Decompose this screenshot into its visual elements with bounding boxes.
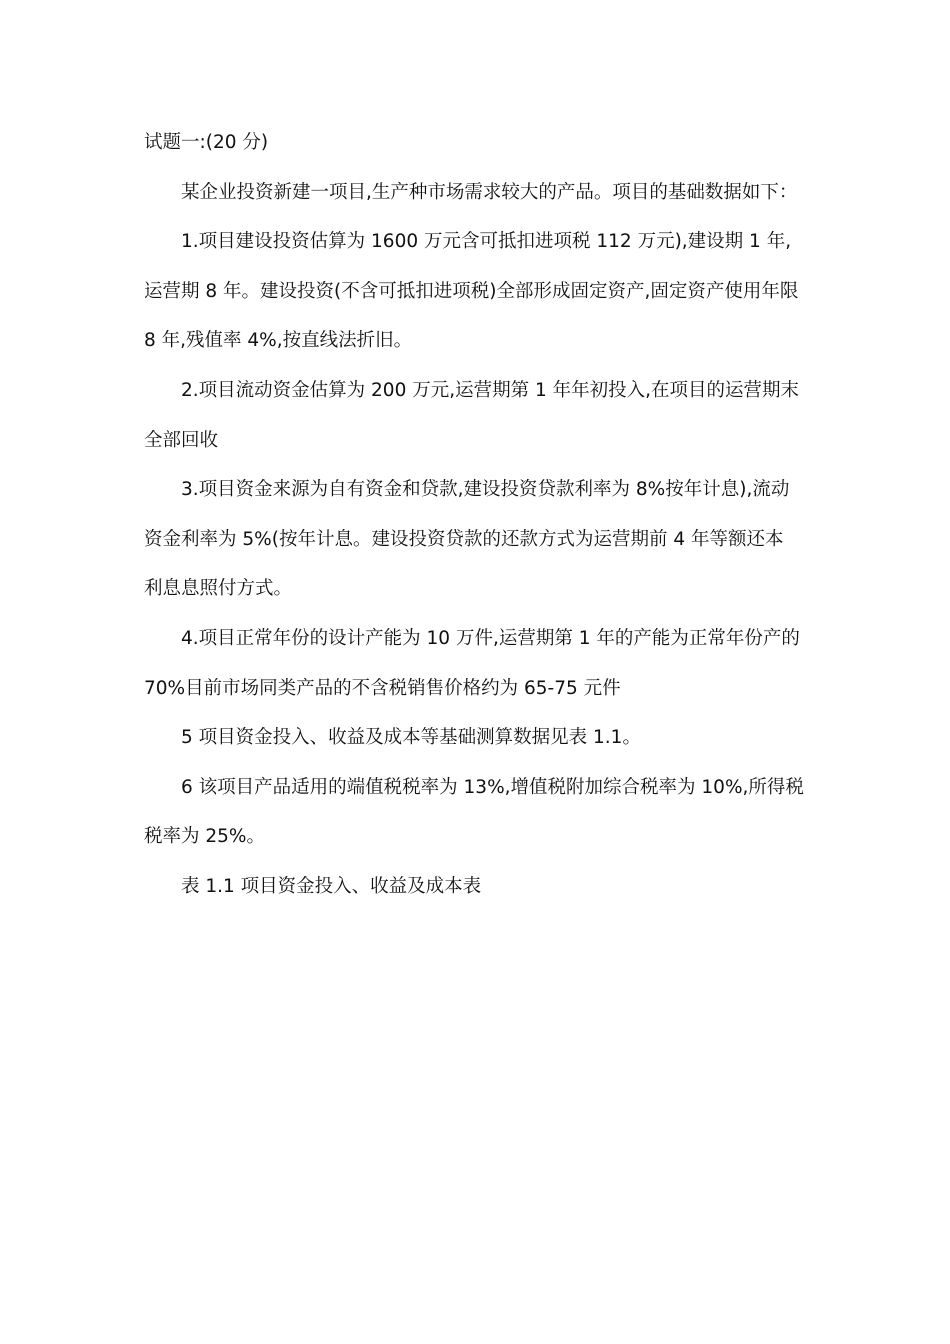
item-1-line-1: 1.项目建设投资估算为 1600 万元含可抵扣进项税 112 万元),建设期 1 年, [181, 231, 792, 253]
item-4-line-1: 4.项目正常年份的设计产能为 10 万件,运营期第 1 年的产能为正常年份产的 [181, 627, 800, 649]
item-3-line-3: 利息息照付方式。 [144, 578, 293, 600]
item-3-line-2: 资金利率为 5%(按年计息。建设投资贷款的还款方式为运营期前 4 年等额还本 [144, 528, 784, 550]
item-1-line-2: 运营期 8 年。建设投资(不含可抵扣进项税)全部形成固定资产,固定资产使用年限 [144, 280, 799, 302]
item-1-line-3: 8 年,残值率 4%,按直线法折旧。 [144, 330, 413, 352]
table-caption: 表 1.1 项目资金投入、收益及成本表 [181, 875, 482, 897]
item-4-line-2: 70%目前市场同类产品的不含税销售价格约为 65-75 元件 [144, 677, 621, 699]
item-6-line-2: 税率为 25%。 [144, 826, 266, 848]
intro-paragraph: 某企业投资新建一项目,生产种市场需求较大的产品。项目的基础数据如下： [181, 181, 798, 203]
item-6-line-1: 6 该项目产品适用的端值税税率为 13%,增值税附加综合税率为 10%,所得税 [181, 776, 804, 798]
item-2-line-2: 全部回收 [144, 429, 219, 451]
item-5-line-1: 5 项目资金投入、收益及成本等基础测算数据见表 1.1。 [181, 727, 641, 749]
question-heading: 试题一:(20 分) [144, 132, 269, 153]
item-2-line-1: 2.项目流动资金估算为 200 万元,运营期第 1 年年初投入,在项目的运营期末 [181, 379, 800, 401]
document-body [144, 118, 810, 912]
item-3-line-1: 3.项目资金来源为自有资金和贷款,建设投资贷款利率为 8%按年计息),流动 [181, 479, 790, 501]
